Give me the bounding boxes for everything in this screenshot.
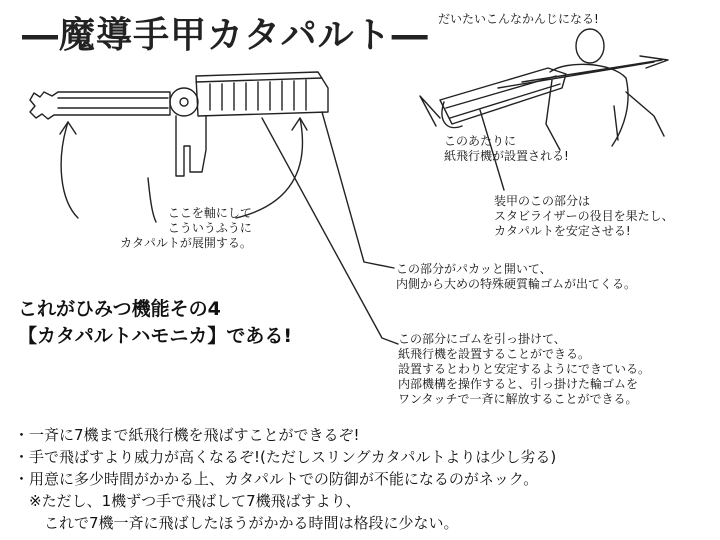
note-line: 設置するとわりと安定するようにできている。 bbox=[398, 362, 651, 376]
figure-caption: だいたいこんなかんじになる! bbox=[438, 12, 599, 26]
bullet-item: ※ただし、1機ずつ手で飛ばして7機飛ばすより、 bbox=[14, 492, 361, 510]
note-line: カタパルトを安定させる! bbox=[494, 224, 631, 238]
note-line: 紙飛行機を設置することができる。 bbox=[398, 347, 591, 361]
catapult-left-arm bbox=[30, 92, 170, 119]
pops-open-note bbox=[396, 262, 636, 292]
note-line: このあたりに bbox=[444, 134, 517, 148]
pops-open-pointer-line bbox=[322, 112, 394, 268]
deploy-arrow-left bbox=[61, 122, 78, 218]
installed-note bbox=[444, 134, 569, 164]
figure-sketch bbox=[440, 29, 668, 150]
figure-pointer-line bbox=[420, 96, 440, 126]
note-line: この部分がパカッと開いて、 bbox=[396, 262, 552, 276]
note-line: 内部機構を操作すると、引っ掛けた輪ゴムを bbox=[398, 377, 639, 391]
note-line: こういうふうに bbox=[167, 221, 252, 235]
bullet-item: これで7機一斉に飛ばしたほうがかかる時間は格段に少ない。 bbox=[14, 514, 459, 532]
note-line: 内側から大めの特殊硬質輪ゴムが出てくる。 bbox=[396, 277, 637, 291]
rubber-note bbox=[398, 332, 650, 407]
secret-feature-heading bbox=[18, 296, 292, 350]
note-line: スタビライザーの役目を果たし、 bbox=[494, 209, 674, 223]
axis-note bbox=[120, 206, 252, 251]
secret-line: これがひみつ機能その4 bbox=[18, 298, 221, 320]
bullet-item: ・用意に多少時間がかかる上、カタパルトでの防御が不能になるのがネック。 bbox=[14, 470, 539, 488]
note-line: カタパルトが展開する。 bbox=[120, 236, 252, 250]
page-title: ―魔導手甲カタパルト― bbox=[22, 15, 429, 56]
harmonica-slots bbox=[210, 80, 306, 110]
pivot-hub bbox=[170, 88, 198, 116]
note-line: ここを軸にして bbox=[167, 206, 252, 220]
bullet-item: ・一斉に7機まで紙飛行機を飛ばすことができるぞ! bbox=[14, 426, 360, 444]
stabilizer-note bbox=[494, 194, 674, 239]
note-line: 装甲のこの部分は bbox=[494, 194, 591, 208]
feature-bullet-list bbox=[14, 424, 556, 534]
note-line: 紙飛行機が設置される! bbox=[444, 149, 569, 163]
catapult-stock bbox=[176, 116, 206, 176]
note-line: ワンタッチで一斉に解放することができる。 bbox=[398, 392, 638, 406]
deploy-arrow-right bbox=[236, 118, 302, 218]
secret-line: 【カタパルトハモニカ】である! bbox=[18, 325, 293, 347]
note-line: この部分にゴムを引っ掛けて、 bbox=[398, 332, 566, 346]
bullet-item: ・手で飛ばすより威力が高くなるぞ!(ただしスリングカタパルトよりは少し劣る) bbox=[14, 448, 557, 466]
